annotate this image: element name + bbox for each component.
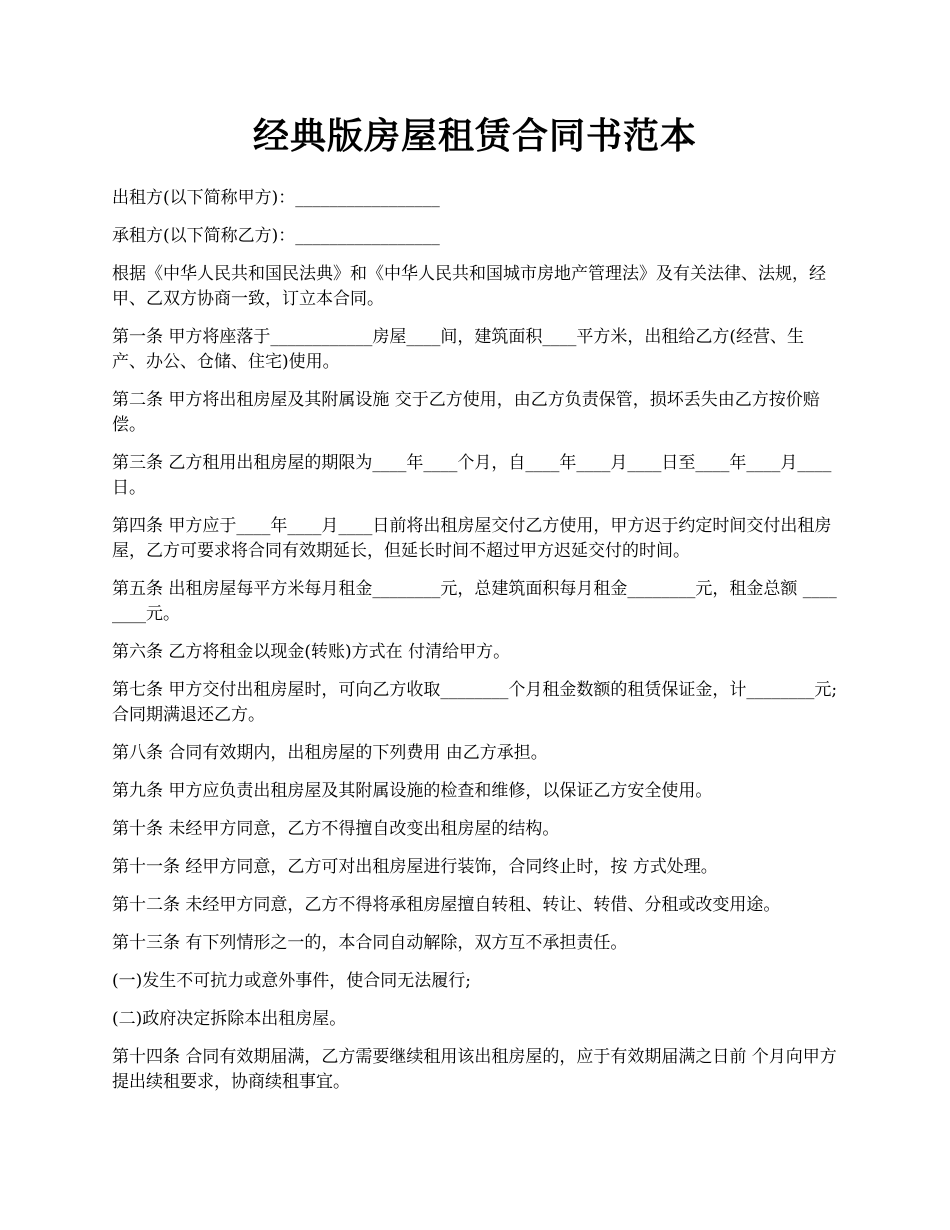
- article-11: 第十一条 经甲方同意，乙方可对出租房屋进行装饰，合同终止时，按 方式处理。: [112, 857, 718, 877]
- article-13-item-2: (二)政府决定拆除本出租房屋。: [112, 1009, 347, 1029]
- party-lessor-line: 出租方(以下简称甲方)：_________________: [112, 188, 440, 208]
- article-13-item-1: (一)发生不可抗力或意外事件，使合同无法履行;: [112, 971, 471, 991]
- article-2: 第二条 甲方将出租房屋及其附属设施 交于乙方使用，由乙方负责保管，损坏丢失由乙方按价赔偿。: [112, 390, 820, 435]
- article-8: 第八条 合同有效期内，出租房屋的下列费用 由乙方承担。: [112, 743, 548, 763]
- article-7: 第七条 甲方交付出租房屋时，可向乙方收取________个月租金数额的租赁保证金，计________元;合同期满退还乙方。: [112, 680, 838, 725]
- article-5: 第五条 出租房屋每平方米每月租金________元，总建筑面积每月租金________元，租金总额 ________元。: [112, 579, 837, 624]
- document-title: 经典版房屋租赁合同书范本: [252, 115, 697, 157]
- article-6: 第六条 乙方将租金以现金(转账)方式在 付清给甲方。: [112, 642, 511, 662]
- article-10: 第十条 未经甲方同意，乙方不得擅自改变出租房屋的结构。: [112, 819, 560, 839]
- article-1: 第一条 甲方将座落于____________房屋____间，建筑面积____平方米，出租给乙方(经营、生产、办公、仓储、住宅)使用。: [112, 327, 805, 372]
- article-3: 第三条 乙方租用出租房屋的期限为____年____个月，自____年____月____日至____年____月____日。: [112, 453, 832, 498]
- article-13: 第十三条 有下列情形之一的，本合同自动解除，双方互不承担责任。: [112, 933, 628, 953]
- article-12: 第十二条 未经甲方同意，乙方不得将承租房屋擅自转租、转让、转借、分租或改变用途。: [112, 895, 781, 915]
- article-14: 第十四条 合同有效期届满，乙方需要继续租用该出租房屋的，应于有效期届满之日前 个月向甲方提出续租要求，协商续租事宜。: [112, 1047, 837, 1092]
- article-9: 第九条 甲方应负责出租房屋及其附属设施的检查和维修，以保证乙方安全使用。: [112, 781, 713, 801]
- article-4: 第四条 甲方应于____年____月____日前将出租房屋交付乙方使用，甲方迟于约定时间交付出租房屋，乙方可要求将合同有效期延长，但延长时间不超过甲方迟延交付的时间。: [112, 516, 832, 561]
- preamble-paragraph: 根据《中华人民共和国民法典》和《中华人民共和国城市房地产管理法》及有关法律、法规，经甲、乙双方协商一致，订立本合同。: [112, 264, 826, 309]
- party-lessee-line: 承租方(以下简称乙方)：_________________: [112, 226, 440, 246]
